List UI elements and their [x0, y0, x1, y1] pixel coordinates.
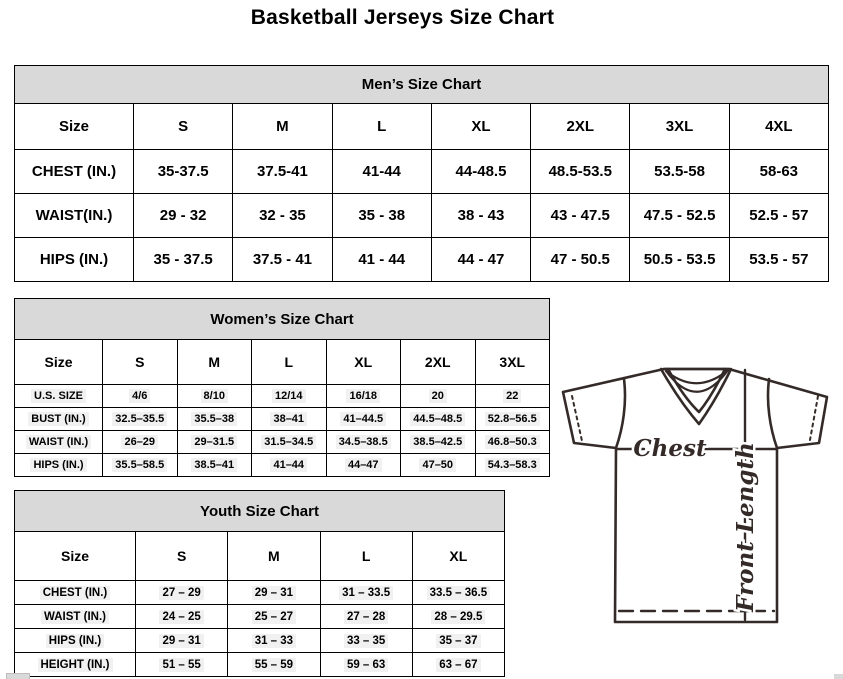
table-cell: 44 - 47 — [431, 238, 530, 282]
row-label: CHEST (IN.) — [15, 581, 136, 605]
table-header-row — [15, 104, 829, 150]
table-cell: 4/6 — [103, 385, 178, 408]
table-header-row — [15, 340, 550, 385]
chest-label: Chest — [633, 435, 707, 462]
table-cell: 25 – 27 — [228, 605, 320, 629]
table-cell: 20 — [401, 385, 476, 408]
table-cell: 29–31.5 — [177, 431, 252, 454]
column-header: 3XL — [630, 104, 729, 150]
table-cell: 24 – 25 — [136, 605, 228, 629]
table-caption-row — [15, 299, 550, 340]
table-header-row — [15, 532, 505, 581]
table-cell: 35.5–58.5 — [103, 454, 178, 477]
table-cell: 52.5 - 57 — [729, 194, 828, 238]
table-cell: 38 - 43 — [431, 194, 530, 238]
table-cell: 47–50 — [401, 454, 476, 477]
table-cell: 59 – 63 — [320, 653, 412, 677]
table-cell: 8/10 — [177, 385, 252, 408]
table-cell: 38.5–42.5 — [401, 431, 476, 454]
column-header: S — [136, 532, 228, 581]
mens-size-table — [14, 65, 829, 276]
womens-table-grid — [14, 298, 550, 477]
table-cell: 43 - 47.5 — [531, 194, 630, 238]
table-cell: 38.5–41 — [177, 454, 252, 477]
table-row — [15, 431, 550, 454]
table-cell: 55 – 59 — [228, 653, 320, 677]
table-cell: 53.5-58 — [630, 150, 729, 194]
table-cell: 27 – 28 — [320, 605, 412, 629]
table-cell: 48.5-53.5 — [531, 150, 630, 194]
front-length-label: Front Length — [732, 442, 759, 612]
table-row — [15, 238, 829, 282]
table-row — [15, 408, 550, 431]
table-caption: Women’s Size Chart — [15, 299, 550, 340]
table-caption-row — [15, 66, 829, 104]
table-cell: 32 - 35 — [233, 194, 332, 238]
table-row — [15, 194, 829, 238]
youth-table-grid — [14, 490, 505, 677]
womens-size-table — [14, 298, 550, 474]
table-cell: 28 – 29.5 — [412, 605, 504, 629]
table-cell: 33 – 35 — [320, 629, 412, 653]
column-header: S — [103, 340, 178, 385]
table-cell: 27 – 29 — [136, 581, 228, 605]
table-cell: 34.5–38.5 — [326, 431, 401, 454]
table-cell: 16/18 — [326, 385, 401, 408]
row-label: HEIGHT (IN.) — [15, 653, 136, 677]
table-cell: 52.8–56.5 — [475, 408, 550, 431]
page-edge-artifact-right — [834, 674, 843, 679]
page-edge-artifact-left — [6, 673, 30, 679]
row-label: BUST (IN.) — [15, 408, 103, 431]
table-cell: 44.5–48.5 — [401, 408, 476, 431]
table-row — [15, 385, 550, 408]
table-cell: 35-37.5 — [134, 150, 233, 194]
column-header: Size — [15, 340, 103, 385]
row-label: HIPS (IN.) — [15, 629, 136, 653]
table-cell: 31 – 33.5 — [320, 581, 412, 605]
table-cell: 58-63 — [729, 150, 828, 194]
column-header: 4XL — [729, 104, 828, 150]
column-header: XL — [431, 104, 530, 150]
table-caption: Men’s Size Chart — [15, 66, 829, 104]
column-header: L — [332, 104, 431, 150]
table-cell: 41-44 — [332, 150, 431, 194]
table-cell: 47.5 - 52.5 — [630, 194, 729, 238]
jersey-measurement-diagram — [552, 358, 843, 630]
column-header: M — [233, 104, 332, 150]
mens-table-grid — [14, 65, 829, 282]
table-cell: 22 — [475, 385, 550, 408]
column-header: L — [252, 340, 327, 385]
page-title: Basketball Jerseys Size Chart — [250, 6, 555, 29]
youth-size-table — [14, 490, 505, 672]
table-row — [15, 581, 505, 605]
column-header: Size — [15, 532, 136, 581]
table-cell: 46.8–50.3 — [475, 431, 550, 454]
row-label: WAIST (IN.) — [15, 605, 136, 629]
table-row — [15, 605, 505, 629]
table-cell: 54.3–58.3 — [475, 454, 550, 477]
row-label: U.S. SIZE — [15, 385, 103, 408]
table-cell: 41–44.5 — [326, 408, 401, 431]
table-cell: 63 – 67 — [412, 653, 504, 677]
table-row — [15, 629, 505, 653]
column-header: Size — [15, 104, 134, 150]
table-cell: 44–47 — [326, 454, 401, 477]
table-cell: 35.5–38 — [177, 408, 252, 431]
column-header: S — [134, 104, 233, 150]
table-row — [15, 150, 829, 194]
table-cell: 50.5 - 53.5 — [630, 238, 729, 282]
table-cell: 29 – 31 — [228, 581, 320, 605]
table-row — [15, 653, 505, 677]
table-cell: 35 - 38 — [332, 194, 431, 238]
table-cell: 35 - 37.5 — [134, 238, 233, 282]
table-cell: 44-48.5 — [431, 150, 530, 194]
table-cell: 35 – 37 — [412, 629, 504, 653]
row-label: CHEST (IN.) — [15, 150, 134, 194]
table-cell: 31.5–34.5 — [252, 431, 327, 454]
table-caption: Youth Size Chart — [15, 491, 505, 532]
table-row — [15, 454, 550, 477]
table-cell: 47 - 50.5 — [531, 238, 630, 282]
table-cell: 32.5–35.5 — [103, 408, 178, 431]
table-cell: 51 – 55 — [136, 653, 228, 677]
table-cell: 41 - 44 — [332, 238, 431, 282]
table-cell: 29 – 31 — [136, 629, 228, 653]
row-label: WAIST (IN.) — [15, 431, 103, 454]
table-cell: 12/14 — [252, 385, 327, 408]
table-caption-row — [15, 491, 505, 532]
column-header: 3XL — [475, 340, 550, 385]
table-cell: 29 - 32 — [134, 194, 233, 238]
column-header: L — [320, 532, 412, 581]
column-header: M — [228, 532, 320, 581]
row-label: WAIST(IN.) — [15, 194, 134, 238]
row-label: HIPS (IN.) — [15, 454, 103, 477]
table-cell: 41–44 — [252, 454, 327, 477]
table-cell: 31 – 33 — [228, 629, 320, 653]
column-header: 2XL — [401, 340, 476, 385]
table-cell: 37.5-41 — [233, 150, 332, 194]
row-label: HIPS (IN.) — [15, 238, 134, 282]
table-cell: 33.5 – 36.5 — [412, 581, 504, 605]
table-cell: 26–29 — [103, 431, 178, 454]
column-header: M — [177, 340, 252, 385]
column-header: XL — [412, 532, 504, 581]
table-cell: 38–41 — [252, 408, 327, 431]
column-header: XL — [326, 340, 401, 385]
column-header: 2XL — [531, 104, 630, 150]
table-cell: 37.5 - 41 — [233, 238, 332, 282]
table-cell: 53.5 - 57 — [729, 238, 828, 282]
